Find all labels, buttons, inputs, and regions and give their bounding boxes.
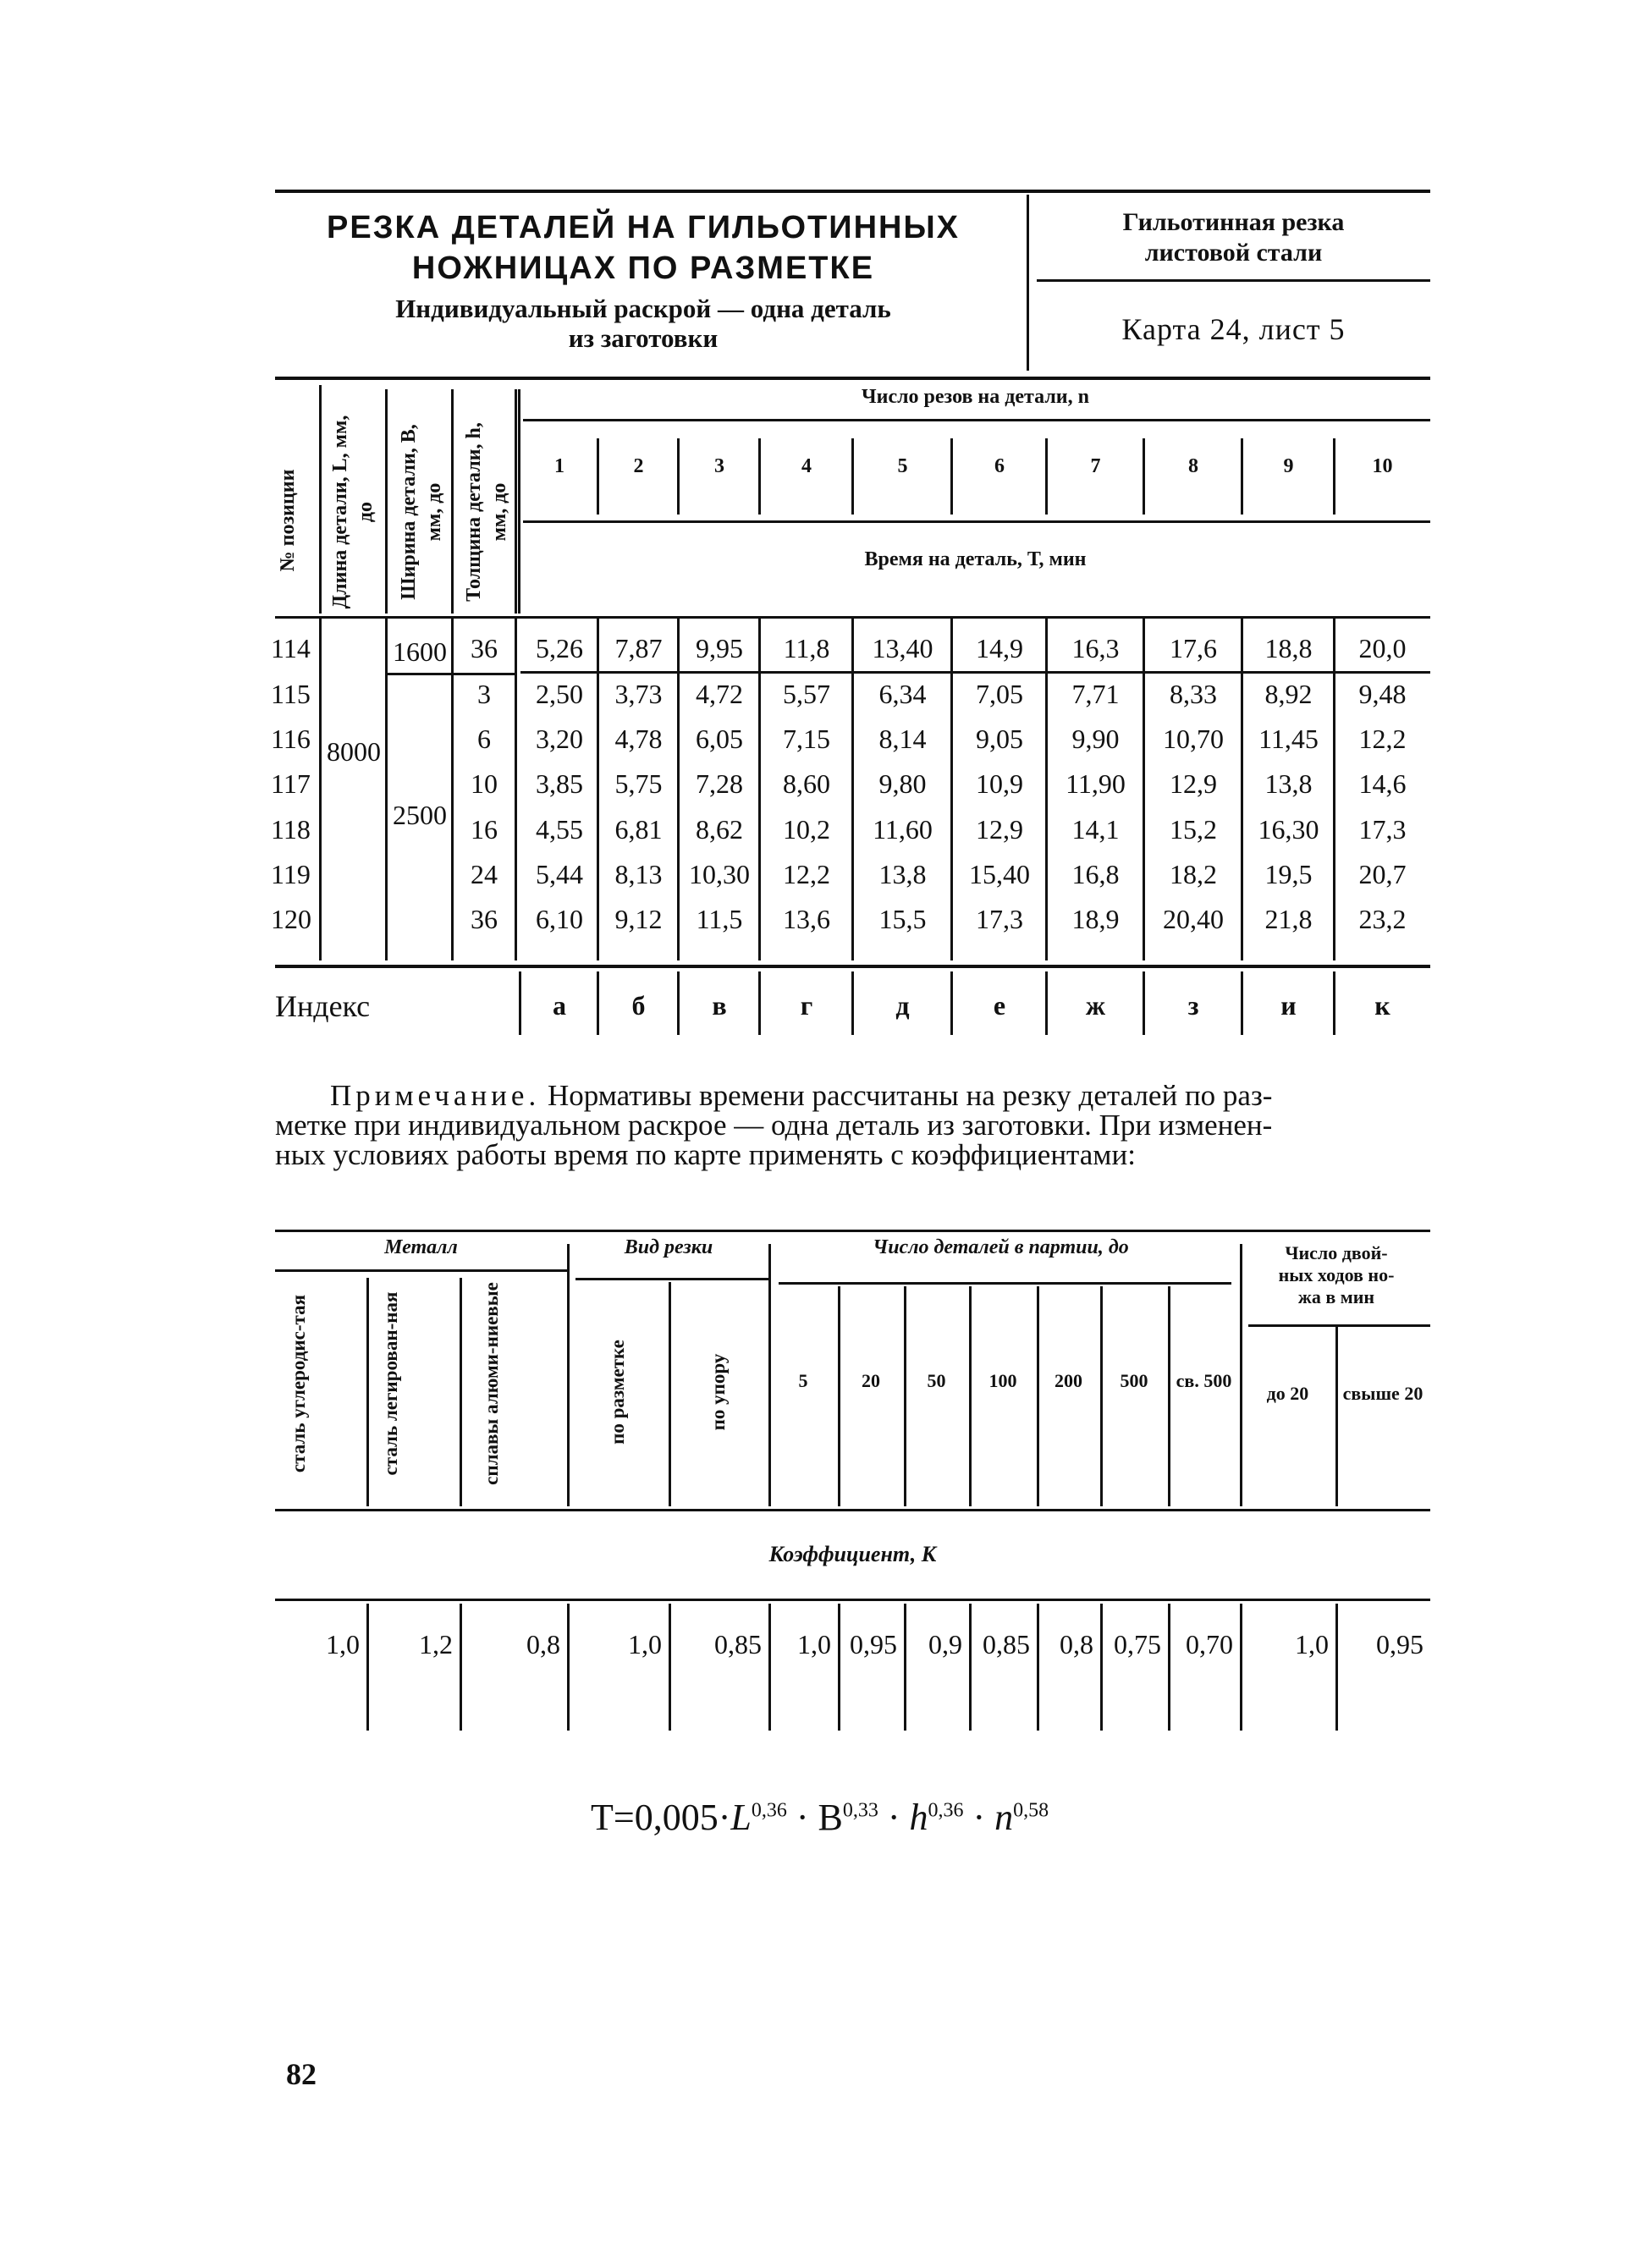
vline xyxy=(950,971,953,1035)
vline xyxy=(1037,1604,1039,1731)
vline xyxy=(969,1286,972,1506)
cut-number: 10 xyxy=(1372,455,1393,477)
metal-type-header: сталь легирован-ная xyxy=(380,1291,401,1476)
time-value: 7,28 xyxy=(696,768,743,799)
vline xyxy=(1143,971,1145,1035)
time-value: 5,44 xyxy=(536,859,583,889)
time-value: 11,60 xyxy=(873,814,933,845)
coefficient-value: 0,85 xyxy=(983,1629,1030,1659)
coef-label: Коэффициент, К xyxy=(768,1542,937,1566)
time-value: 4,78 xyxy=(614,724,663,754)
time-value: 10,70 xyxy=(1163,724,1224,754)
length-header: Длина детали, L, мм, до xyxy=(329,415,377,609)
formula-dot: · xyxy=(878,1797,910,1838)
time-value: 4,72 xyxy=(696,679,743,709)
time-value: 6,10 xyxy=(536,904,583,934)
thickness-header: Толщина детали, h, мм, до xyxy=(463,422,510,602)
page-title-line1: РЕЗКА ДЕТАЛЕЙ НА ГИЛЬОТИННЫХ xyxy=(327,210,960,245)
strokes-header-line2: ных ходов но- xyxy=(1278,1264,1395,1285)
formula-dot: · xyxy=(786,1797,818,1838)
parts-count-header: 500 xyxy=(1120,1370,1148,1391)
vline xyxy=(597,971,599,1035)
vline xyxy=(768,1604,771,1731)
time-header: Время на деталь, Т, мин xyxy=(864,548,1087,570)
thickness-value: 10 xyxy=(471,768,498,799)
time-value: 14,1 xyxy=(1071,814,1120,845)
time-value: 9,12 xyxy=(614,904,663,934)
vline xyxy=(1333,971,1335,1035)
parts-rule xyxy=(779,1282,1231,1285)
position-number: 116 xyxy=(271,724,311,754)
time-value: 9,95 xyxy=(696,633,743,663)
strokes-header-line3: жа в мин xyxy=(1297,1286,1375,1307)
vline xyxy=(838,1604,840,1731)
parts-count-header: 100 xyxy=(988,1370,1017,1391)
coefficient-value: 0,95 xyxy=(850,1629,897,1659)
time-value: 21,8 xyxy=(1264,904,1313,934)
cuts-header-rule xyxy=(523,419,1430,421)
cut-type-subheader: по разметке xyxy=(607,1340,628,1445)
thickness-value: 36 xyxy=(471,633,498,663)
time-value: 10,2 xyxy=(783,814,830,845)
cut-number: 2 xyxy=(633,455,644,477)
time-value: 7,71 xyxy=(1071,679,1120,709)
time-value: 20,0 xyxy=(1358,633,1407,663)
time-value: 7,15 xyxy=(783,724,830,754)
parts-count-header: 200 xyxy=(1055,1370,1082,1391)
coef-top-rule xyxy=(275,1230,1430,1232)
coefficient-value: 1,2 xyxy=(419,1629,453,1659)
vline xyxy=(904,1286,906,1506)
length-value: 8000 xyxy=(327,736,381,767)
time-value: 9,80 xyxy=(878,768,927,799)
time-value: 8,33 xyxy=(1170,679,1217,709)
time-value: 6,05 xyxy=(696,724,743,754)
vline xyxy=(1037,1286,1039,1506)
cut-number: 6 xyxy=(994,455,1005,477)
coefficient-value: 1,0 xyxy=(628,1629,662,1659)
note-text1: Нормативы времени рассчитаны на резку деталей по раз- xyxy=(540,1079,1273,1112)
vline xyxy=(567,1244,570,1506)
formula-h-exp: 0,36 xyxy=(928,1799,964,1822)
coefficient-value: 1,0 xyxy=(1295,1629,1329,1659)
time-value: 8,14 xyxy=(878,724,927,754)
time-value: 18,8 xyxy=(1264,633,1313,663)
vline xyxy=(1335,1604,1338,1731)
vline xyxy=(567,1604,570,1731)
cut-type-header: Вид резки xyxy=(624,1236,713,1258)
time-value: 12,2 xyxy=(1358,724,1407,754)
coefficient-value: 0,85 xyxy=(714,1629,762,1659)
cut-number: 9 xyxy=(1283,455,1294,477)
formula xyxy=(591,1796,1049,1839)
vline xyxy=(518,389,520,614)
time-value: 10,30 xyxy=(689,859,750,889)
thickness-value: 24 xyxy=(471,859,498,889)
cut-type-subheader: по упору xyxy=(708,1353,729,1431)
formula-dot: · xyxy=(963,1797,995,1838)
vline xyxy=(519,971,521,1035)
index-letter: б xyxy=(631,990,646,1021)
index-letter: и xyxy=(1280,990,1297,1021)
time-value: 9,90 xyxy=(1071,724,1120,754)
time-value: 5,57 xyxy=(783,679,830,709)
vline xyxy=(1168,1604,1170,1731)
width-value-1: 1600 xyxy=(393,636,447,667)
time-value: 7,05 xyxy=(976,679,1023,709)
vline xyxy=(515,618,517,960)
time-value: 17,6 xyxy=(1170,633,1217,663)
thickness-value: 6 xyxy=(477,724,491,754)
index-top-rule xyxy=(275,965,1430,968)
main-table-top-rule xyxy=(275,377,1430,380)
index-letter: в xyxy=(712,990,727,1021)
vline xyxy=(597,438,599,515)
vline xyxy=(758,438,761,515)
vline xyxy=(950,438,953,515)
cut-number: 5 xyxy=(897,455,908,477)
vline xyxy=(677,971,680,1035)
time-value: 17,3 xyxy=(1358,814,1407,845)
formula-B-exp: 0,33 xyxy=(842,1799,878,1822)
index-letter: д xyxy=(895,990,910,1021)
coefficient-value: 0,95 xyxy=(1376,1629,1423,1659)
time-value: 9,48 xyxy=(1358,679,1407,709)
header-top-rule xyxy=(275,190,1430,193)
time-value: 5,26 xyxy=(536,633,583,663)
coef-values-top-rule xyxy=(275,1599,1430,1601)
cuts-count-header: Число резов на детали, n xyxy=(862,386,1089,408)
note-line1 xyxy=(330,1079,1272,1113)
vline xyxy=(1240,1604,1242,1731)
index-letter: ж xyxy=(1085,990,1106,1021)
time-value: 15,40 xyxy=(969,859,1030,889)
index-letter: а xyxy=(553,990,566,1021)
strokes-header xyxy=(1242,1242,1430,1308)
time-value: 2,50 xyxy=(536,679,583,709)
time-value: 6,34 xyxy=(878,679,927,709)
metal-type-header: сплавы алюми-ниевые xyxy=(480,1282,502,1485)
position-number: 120 xyxy=(271,904,311,934)
formula-L-exp: 0,36 xyxy=(751,1799,787,1822)
strokes-subheader: свыше 20 xyxy=(1342,1383,1423,1404)
time-value: 23,2 xyxy=(1358,904,1407,934)
vline xyxy=(1100,1604,1103,1731)
row-underline xyxy=(520,671,1430,674)
note-line2: метке при индивидуальном раскрое — одна деталь из заготовки. При изменен- xyxy=(275,1109,1273,1142)
vline xyxy=(1241,438,1243,515)
index-label: Индекс xyxy=(275,989,371,1023)
time-value: 6,81 xyxy=(614,814,663,845)
position-number: 115 xyxy=(271,679,311,709)
coefficient-value: 0,75 xyxy=(1114,1629,1161,1659)
width-split-rule xyxy=(388,673,515,675)
metal-rule xyxy=(275,1269,567,1272)
time-value: 14,9 xyxy=(976,633,1023,663)
strokes-rule xyxy=(1248,1324,1430,1327)
coef-header-bottom-rule xyxy=(275,1509,1430,1511)
time-value: 15,5 xyxy=(878,904,927,934)
time-value: 12,9 xyxy=(1170,768,1217,799)
time-value: 4,55 xyxy=(536,814,583,845)
cut-number: 1 xyxy=(554,455,564,477)
time-value: 18,2 xyxy=(1170,859,1217,889)
time-value: 16,8 xyxy=(1071,859,1120,889)
position-number: 119 xyxy=(271,859,311,889)
parts-header: Число деталей в партии, до xyxy=(873,1236,1129,1258)
time-value: 16,30 xyxy=(1258,814,1319,845)
position-number: 114 xyxy=(271,633,311,663)
time-value: 19,5 xyxy=(1264,859,1313,889)
cut-number: 7 xyxy=(1090,455,1101,477)
index-letter: е xyxy=(993,990,1006,1021)
time-value: 11,90 xyxy=(1066,768,1126,799)
vline xyxy=(1333,438,1335,515)
index-letter: г xyxy=(800,990,813,1021)
vline xyxy=(669,1604,671,1731)
vline xyxy=(677,438,680,515)
time-value: 12,2 xyxy=(783,859,830,889)
time-value: 12,9 xyxy=(976,814,1023,845)
subtitle-line1: Индивидуальный раскрой — одна деталь xyxy=(395,294,891,323)
vline xyxy=(851,971,854,1035)
coefficient-value: 0,70 xyxy=(1186,1629,1233,1659)
formula-B: В xyxy=(818,1797,843,1838)
section-title-line2: листовой стали xyxy=(1144,239,1323,267)
time-value: 15,2 xyxy=(1170,814,1217,845)
strokes-subheader: до 20 xyxy=(1266,1383,1309,1404)
time-value: 16,3 xyxy=(1071,633,1120,663)
time-value: 20,7 xyxy=(1358,859,1407,889)
formula-L: L xyxy=(730,1797,752,1838)
vline xyxy=(1240,1244,1242,1506)
subtitle-line2: из заготовки xyxy=(568,323,719,353)
vline xyxy=(1241,971,1243,1035)
cut-number: 3 xyxy=(714,455,724,477)
time-value: 9,05 xyxy=(976,724,1023,754)
position-number: 118 xyxy=(271,814,311,845)
parts-count-header: 20 xyxy=(862,1370,880,1391)
vline xyxy=(851,438,854,515)
index-letter: к xyxy=(1374,990,1390,1021)
time-value: 8,62 xyxy=(696,814,743,845)
vline xyxy=(1143,438,1145,515)
thickness-value: 16 xyxy=(471,814,498,845)
cut-type-rule xyxy=(575,1278,770,1280)
vline xyxy=(460,1604,462,1731)
coefficient-value: 1,0 xyxy=(326,1629,360,1659)
thickness-value: 36 xyxy=(471,904,498,934)
position-number: 117 xyxy=(271,768,311,799)
formula-n-exp: 0,58 xyxy=(1013,1799,1049,1822)
time-value: 13,8 xyxy=(1264,768,1313,799)
position-header: № позиции xyxy=(277,469,299,572)
card-number: Карта 24, лист 5 xyxy=(1121,312,1346,346)
time-value: 8,92 xyxy=(1264,679,1313,709)
time-value: 14,6 xyxy=(1358,768,1407,799)
index-letter: з xyxy=(1187,990,1199,1021)
time-value: 3,20 xyxy=(536,724,583,754)
time-value: 13,8 xyxy=(878,859,927,889)
vline xyxy=(1335,1327,1338,1506)
time-value: 13,40 xyxy=(872,633,933,663)
cut-number: 8 xyxy=(1188,455,1198,477)
note-line3: ных условиях работы время по карте применять с коэффициентами: xyxy=(275,1138,1136,1171)
time-value: 10,9 xyxy=(976,768,1023,799)
time-value: 3,85 xyxy=(536,768,583,799)
vline xyxy=(838,1286,840,1506)
strokes-header-line1: Число двой- xyxy=(1285,1242,1388,1263)
time-header-rule xyxy=(523,520,1430,523)
time-value: 3,73 xyxy=(614,679,663,709)
time-value: 8,60 xyxy=(783,768,830,799)
coefficient-value: 0,8 xyxy=(1060,1629,1093,1659)
time-value: 7,87 xyxy=(614,633,663,663)
vline xyxy=(460,1278,462,1506)
header-card-rule xyxy=(1037,279,1430,282)
width-header: Ширина детали, В, мм, до xyxy=(398,424,445,600)
time-value: 5,75 xyxy=(614,768,663,799)
metal-type-header: сталь углеродис-тая xyxy=(288,1294,309,1473)
vline xyxy=(1045,438,1048,515)
vline xyxy=(758,971,761,1035)
vline xyxy=(319,385,322,614)
formula-n: n xyxy=(994,1797,1014,1838)
cut-number: 4 xyxy=(801,455,812,477)
vline xyxy=(366,1604,369,1731)
time-value: 11,8 xyxy=(783,633,830,663)
metal-header: Металл xyxy=(384,1236,458,1258)
parts-count-header: 50 xyxy=(927,1370,946,1391)
vline xyxy=(669,1282,671,1506)
formula-h: h xyxy=(909,1797,928,1838)
width-value-2: 2500 xyxy=(393,800,447,830)
vline xyxy=(904,1604,906,1731)
parts-count-header: 5 xyxy=(798,1370,808,1391)
vline xyxy=(969,1604,972,1731)
page-title-line2: НОЖНИЦАХ ПО РАЗМЕТКЕ xyxy=(411,250,875,286)
time-value: 11,5 xyxy=(696,904,743,934)
time-value: 20,40 xyxy=(1163,904,1224,934)
thickness-value: 3 xyxy=(477,679,491,709)
time-value: 13,6 xyxy=(783,904,830,934)
page-number: 82 xyxy=(286,2057,317,2091)
formula-lead: Т=0,005· xyxy=(591,1797,731,1838)
vline xyxy=(1100,1286,1103,1506)
header-divider xyxy=(1027,195,1029,371)
vline xyxy=(385,618,388,960)
section-title-line1: Гильотинная резка xyxy=(1122,208,1345,236)
vline xyxy=(1168,1286,1170,1506)
time-value: 17,3 xyxy=(976,904,1023,934)
coefficient-value: 0,9 xyxy=(928,1629,962,1659)
time-value: 11,45 xyxy=(1258,724,1319,754)
time-value: 8,13 xyxy=(614,859,663,889)
vline xyxy=(319,618,322,960)
coefficient-value: 0,8 xyxy=(526,1629,560,1659)
vline xyxy=(1045,971,1048,1035)
parts-count-header: св. 500 xyxy=(1176,1370,1232,1391)
vline xyxy=(366,1278,369,1506)
coefficient-value: 1,0 xyxy=(797,1629,831,1659)
note-lead: Примечание. xyxy=(330,1079,541,1112)
time-value: 18,9 xyxy=(1071,904,1120,934)
